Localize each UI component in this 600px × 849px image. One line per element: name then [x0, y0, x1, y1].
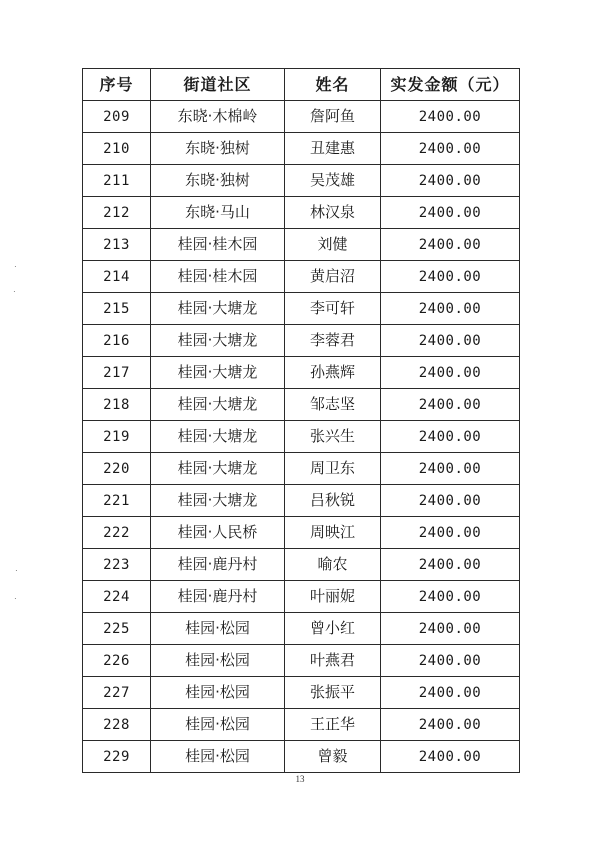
cell-name: 孙燕辉	[285, 357, 381, 389]
table-row	[83, 165, 520, 197]
cell-no: 223	[83, 549, 151, 581]
cell-no: 222	[83, 517, 151, 549]
cell-no: 214	[83, 261, 151, 293]
cell-street: 东晓·木棉岭	[151, 101, 285, 133]
cell-amount: 2400.00	[381, 261, 520, 293]
table-row	[83, 421, 520, 453]
cell-amount: 2400.00	[381, 677, 520, 709]
cell-no: 212	[83, 197, 151, 229]
cell-amount: 2400.00	[381, 101, 520, 133]
cell-amount: 2400.00	[381, 325, 520, 357]
cell-no: 217	[83, 357, 151, 389]
table-row	[83, 101, 520, 133]
cell-no: 218	[83, 389, 151, 421]
cell-name: 吴茂雄	[285, 165, 381, 197]
cell-amount: 2400.00	[381, 229, 520, 261]
page-number: 13	[295, 774, 305, 784]
cell-no: 209	[83, 101, 151, 133]
cell-no: 211	[83, 165, 151, 197]
cell-name: 叶丽妮	[285, 581, 381, 613]
cell-street: 桂园·大塘龙	[151, 453, 285, 485]
cell-name: 詹阿鱼	[285, 101, 381, 133]
column-header-street: 街道社区	[151, 69, 285, 101]
cell-amount: 2400.00	[381, 389, 520, 421]
cell-name: 黄启沼	[285, 261, 381, 293]
cell-name: 丑建惠	[285, 133, 381, 165]
cell-name: 周卫东	[285, 453, 381, 485]
cell-street: 东晓·独树	[151, 165, 285, 197]
cell-no: 227	[83, 677, 151, 709]
cell-street: 桂园·桂木园	[151, 261, 285, 293]
cell-street: 桂园·鹿丹村	[151, 581, 285, 613]
table-row	[83, 389, 520, 421]
cell-name: 张兴生	[285, 421, 381, 453]
cell-name: 张振平	[285, 677, 381, 709]
cell-name: 李可轩	[285, 293, 381, 325]
cell-amount: 2400.00	[381, 357, 520, 389]
cell-name: 王正华	[285, 709, 381, 741]
cell-street: 桂园·松园	[151, 613, 285, 645]
cell-name: 曾小红	[285, 613, 381, 645]
cell-no: 216	[83, 325, 151, 357]
table-row	[83, 357, 520, 389]
table-row	[83, 517, 520, 549]
cell-amount: 2400.00	[381, 421, 520, 453]
cell-name: 邹志坚	[285, 389, 381, 421]
table-row	[83, 261, 520, 293]
cell-street: 桂园·大塘龙	[151, 389, 285, 421]
table-row	[83, 293, 520, 325]
column-header-amount: 实发金额（元）	[381, 69, 520, 101]
cell-amount: 2400.00	[381, 517, 520, 549]
table-row	[83, 677, 520, 709]
column-header-no: 序号	[83, 69, 151, 101]
cell-name: 周映江	[285, 517, 381, 549]
cell-no: 220	[83, 453, 151, 485]
cell-street: 桂园·大塘龙	[151, 293, 285, 325]
table-body	[83, 101, 520, 773]
cell-name: 李蓉君	[285, 325, 381, 357]
cell-no: 215	[83, 293, 151, 325]
cell-amount: 2400.00	[381, 645, 520, 677]
cell-street: 桂园·大塘龙	[151, 421, 285, 453]
cell-street: 桂园·大塘龙	[151, 485, 285, 517]
cell-name: 林汉泉	[285, 197, 381, 229]
cell-amount: 2400.00	[381, 197, 520, 229]
scan-mark: ·	[13, 287, 16, 296]
cell-name: 曾毅	[285, 741, 381, 773]
scan-mark: ·	[14, 594, 17, 603]
cell-no: 228	[83, 709, 151, 741]
cell-name: 刘健	[285, 229, 381, 261]
cell-name: 吕秋锐	[285, 485, 381, 517]
cell-amount: 2400.00	[381, 709, 520, 741]
cell-no: 213	[83, 229, 151, 261]
cell-name: 喻农	[285, 549, 381, 581]
table-row	[83, 485, 520, 517]
cell-street: 桂园·松园	[151, 645, 285, 677]
cell-no: 225	[83, 613, 151, 645]
cell-amount: 2400.00	[381, 453, 520, 485]
cell-amount: 2400.00	[381, 293, 520, 325]
table-row	[83, 741, 520, 773]
cell-amount: 2400.00	[381, 741, 520, 773]
cell-street: 桂园·鹿丹村	[151, 549, 285, 581]
cell-amount: 2400.00	[381, 613, 520, 645]
column-header-name: 姓名	[285, 69, 381, 101]
scan-mark: ·	[14, 262, 17, 271]
cell-street: 桂园·松园	[151, 677, 285, 709]
cell-amount: 2400.00	[381, 133, 520, 165]
cell-no: 226	[83, 645, 151, 677]
payroll-table	[82, 68, 520, 773]
table-header-row	[83, 69, 520, 101]
cell-street: 桂园·人民桥	[151, 517, 285, 549]
cell-street: 东晓·独树	[151, 133, 285, 165]
cell-no: 224	[83, 581, 151, 613]
table-row	[83, 549, 520, 581]
table-row	[83, 645, 520, 677]
table-row	[83, 581, 520, 613]
table-row	[83, 453, 520, 485]
cell-amount: 2400.00	[381, 485, 520, 517]
cell-street: 桂园·桂木园	[151, 229, 285, 261]
cell-name: 叶燕君	[285, 645, 381, 677]
cell-street: 桂园·松园	[151, 741, 285, 773]
table-row	[83, 709, 520, 741]
table-row	[83, 197, 520, 229]
cell-amount: 2400.00	[381, 581, 520, 613]
cell-street: 桂园·大塘龙	[151, 325, 285, 357]
cell-no: 219	[83, 421, 151, 453]
table-row	[83, 133, 520, 165]
scan-mark: ·	[15, 566, 18, 575]
table-row	[83, 613, 520, 645]
cell-street: 桂园·松园	[151, 709, 285, 741]
cell-street: 东晓·马山	[151, 197, 285, 229]
cell-street: 桂园·大塘龙	[151, 357, 285, 389]
cell-no: 229	[83, 741, 151, 773]
cell-no: 210	[83, 133, 151, 165]
cell-no: 221	[83, 485, 151, 517]
cell-amount: 2400.00	[381, 165, 520, 197]
table-row	[83, 229, 520, 261]
cell-amount: 2400.00	[381, 549, 520, 581]
table-row	[83, 325, 520, 357]
